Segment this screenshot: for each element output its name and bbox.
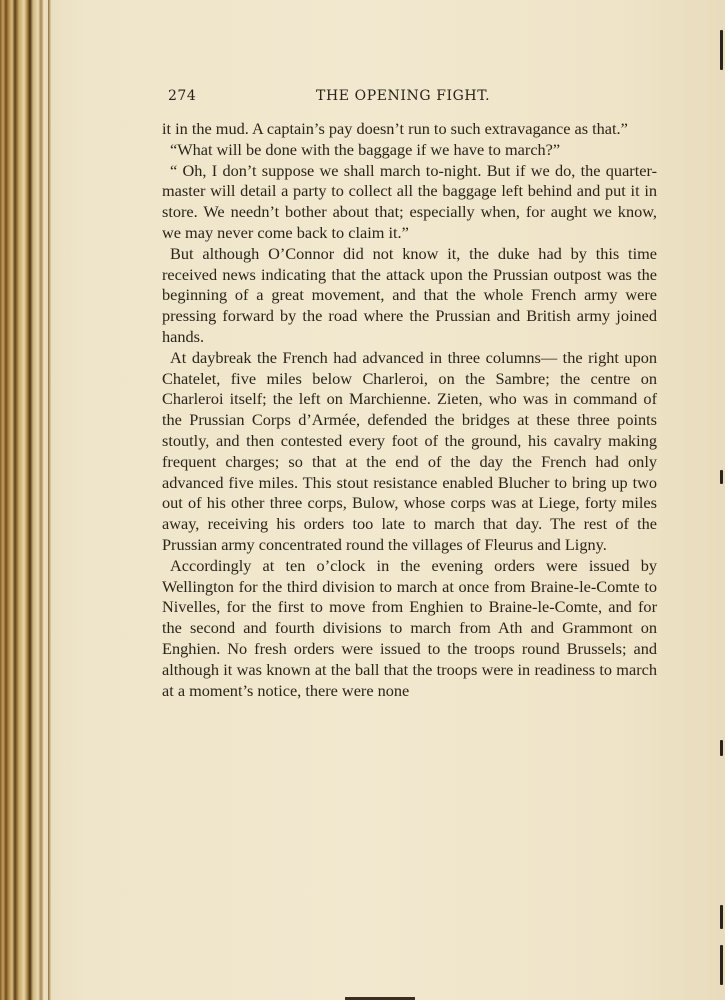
page-number: 274	[168, 88, 197, 104]
page-edge-mark	[720, 945, 723, 985]
page-edge-mark	[720, 30, 723, 70]
running-title: THE OPENING FIGHT.	[316, 88, 491, 104]
paragraph: it in the mud. A captain’s pay doesn’t run to such extravagance as that.”	[162, 119, 628, 138]
body-text	[162, 119, 657, 701]
page-edge-mark	[720, 740, 723, 756]
page-header	[168, 88, 666, 108]
paragraph: Accordingly at ten o’clock in the evening orders were issued by Wellington for the third division to march at once from Braine-le-Comte to Nivelles, for the first to move from Enghien to Braine-le-Comte, and for the second and fourth divisions to march from Ath and Grammont on Enghien. No fresh orders were issued to the troops round Brussels; and although it was known at the ball that the troops were in readiness to march at a moment’s notice, there were none	[162, 555, 657, 700]
paragraph: “What will be done with the baggage if we have to march?”	[170, 139, 561, 159]
page-edge-mark	[720, 905, 723, 929]
book-spine	[0, 0, 48, 1000]
paragraph: “ Oh, I don’t suppose we shall march to-night. But if we do, the quarter-master will detail a party to collect all the baggage left behind and put it in store. We needn’t bother about that; especially when, for aught we know, we may never come back to claim it.”	[162, 160, 657, 242]
paragraph: But although O’Connor did not know it, the duke had by this time received news indicating that the attack upon the Prussian outpost was the beginning of a great movement, and that the whole French army were pressing forward by the road where the Prussian and British army joined hands.	[162, 243, 657, 346]
page-gutter	[48, 0, 51, 1000]
paragraph: At daybreak the French had advanced in three columns— the right upon Chatelet, five miles below Charleroi, on the Sambre; the centre on Charleroi itself; the left on Marchienne. Zieten, who was in command of the Prussian Corps d’Armée, defended the bridges at these three points stoutly, and then contested every foot of the ground, his cavalry making frequent charges; so that at the end of the day the French had only advanced five miles. This stout resistance enabled Blucher to bring up two out of his other three corps, Bulow, whose corps was at Liege, forty miles away, receiving his orders too late to march that day. The rest of the Prussian army concentrated round the villages of Fleurus and Ligny.	[162, 347, 657, 554]
page-edge-mark	[720, 470, 723, 484]
